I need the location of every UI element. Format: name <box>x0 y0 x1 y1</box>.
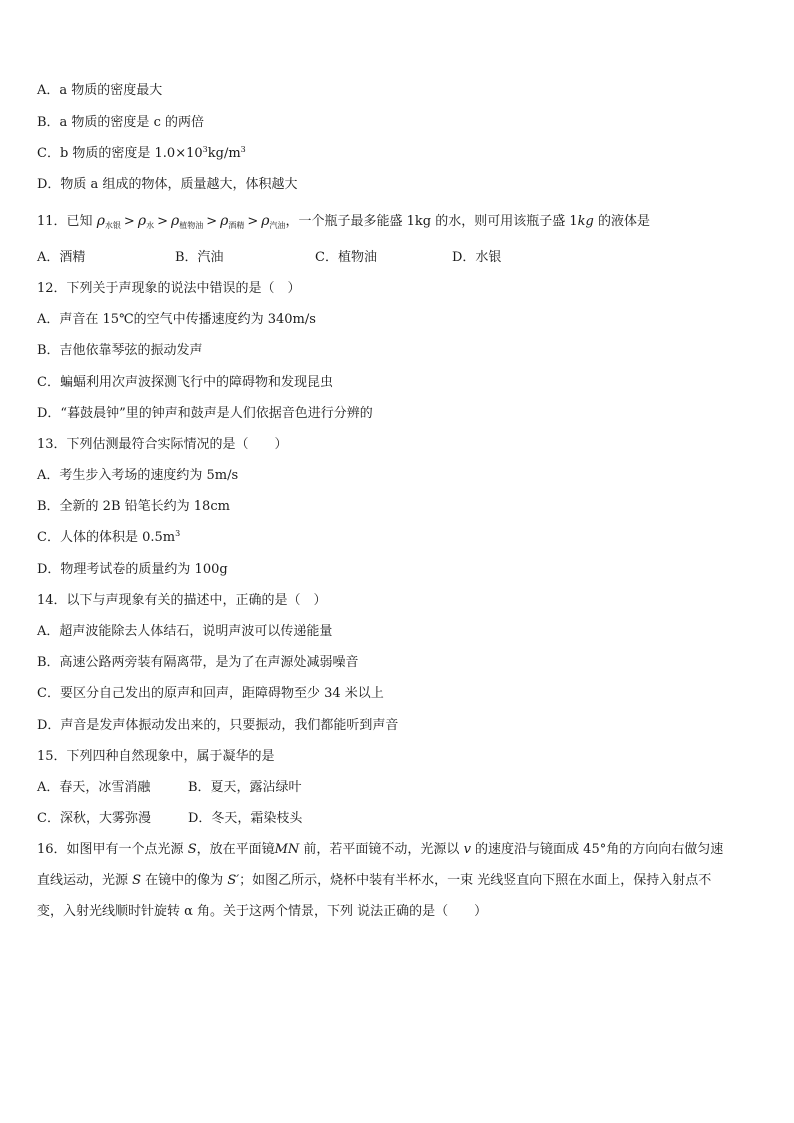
q16-var-s-prime: S′ <box>227 873 240 888</box>
rho-subscript-vegetable-oil: 植物油 <box>179 221 204 230</box>
q12-option-a: A．声音在 15℃的空气中传播速度约为 340m/s <box>37 312 316 327</box>
q11-prefix: 11．已知 <box>37 214 93 229</box>
q13-option-b: B．全新的 2B 铅笔长约为 18cm <box>37 499 230 514</box>
q16-text: 直线运动，光源 <box>37 873 133 888</box>
q14-option-a: A．超声波能除去人体结石，说明声波可以传递能量 <box>37 624 333 639</box>
q10-option-b: B．a 物质的密度是 c 的两倍 <box>37 115 204 130</box>
q16-text: 16．如图甲有一个点光源 <box>37 842 188 857</box>
q14-option-d: D．声音是发声体振动发出来的，只要振动，我们都能听到声音 <box>37 718 399 733</box>
q16-var-v: v <box>463 842 471 857</box>
q16-line-1 <box>37 842 723 858</box>
q12-stem: 12．下列关于声现象的说法中错误的是（ ） <box>37 281 301 296</box>
q10-option-c-unit: kg/m <box>207 146 241 161</box>
q14-stem: 14．以下与声现象有关的描述中，正确的是（ ） <box>37 593 327 608</box>
rho-symbol: ρ <box>137 213 147 229</box>
q11-option-b: B．汽油 <box>175 250 224 265</box>
q11-option-a: A．酒精 <box>37 250 86 265</box>
greater-than: > <box>157 214 168 229</box>
q16-var-s: S <box>132 873 142 888</box>
q15-option-a: A．春天，冰雪消融 <box>37 780 151 795</box>
q11-options <box>37 250 757 266</box>
q11-option-c: C．植物油 <box>315 250 377 265</box>
q13-option-d: D．物理考试卷的质量约为 100g <box>37 562 228 577</box>
q14-option-b: B．高速公路两旁装有隔离带，是为了在声源处减弱噪音 <box>37 655 359 670</box>
q16-text: ；如图乙所示，烧杯中装有半杯水，一束 光线竖直向下照在水面上，保持入射点不 <box>239 873 712 888</box>
rho-symbol: ρ <box>96 213 105 229</box>
q15-stem: 15．下列四种自然现象中，属于凝华的是 <box>37 749 275 764</box>
greater-than: > <box>123 214 135 229</box>
q10-option-c-unit-exponent: 3 <box>240 145 246 154</box>
rho-subscript-water: 水 <box>146 221 155 230</box>
q10-option-c <box>37 146 246 162</box>
q16-line-2 <box>37 873 711 889</box>
q15-options-row-1 <box>37 780 437 796</box>
q16-text: 在镜中的像为 <box>141 873 228 888</box>
q10-option-c-exponent: 3 <box>202 145 208 154</box>
q14-option-c: C．要区分自己发出的原声和回声，距障碍物至少 34 米以上 <box>37 686 384 701</box>
rho-subscript-mercury: 水银 <box>104 221 121 230</box>
q15-option-c: C．深秋，大雾弥漫 <box>37 811 151 826</box>
rho-symbol: ρ <box>220 213 229 229</box>
q15-option-b: B．夏天，露沾绿叶 <box>188 780 302 795</box>
rho-symbol: ρ <box>170 213 180 229</box>
q16-text: ，放在平面镜 <box>196 842 275 857</box>
q10-option-a: A．a 物质的密度最大 <box>37 83 163 98</box>
q15-options-row-2 <box>37 811 437 827</box>
rho-subscript-gasoline: 汽油 <box>269 221 286 230</box>
q16-text: 的速度沿与镜面成 45°角的方向向右做匀速 <box>470 842 724 857</box>
q11-suffix-a: ，一个瓶子最多能盛 1kg 的水，则可用该瓶子盛 1 <box>285 214 578 229</box>
q16-var-s: S <box>187 842 197 857</box>
q11-option-d: D．水银 <box>452 250 502 265</box>
q11-suffix-b: 的液体是 <box>593 214 650 229</box>
q16-var-mn: MN <box>274 842 300 857</box>
q13-option-c-exponent: 3 <box>175 529 181 538</box>
q13-option-c-text: C．人体的体积是 0.5m <box>37 530 176 545</box>
rho-subscript-alcohol: 酒精 <box>228 221 245 230</box>
q13-option-c <box>37 530 180 546</box>
q11-unit-kg: kg <box>577 214 594 229</box>
q12-option-d: D．“暮鼓晨钟”里的钟声和鼓声是人们依据音色进行分辨的 <box>37 406 373 421</box>
q11-stem <box>37 213 650 234</box>
q15-option-d: D．冬天，霜染枝头 <box>188 811 303 826</box>
rho-symbol: ρ <box>261 213 270 229</box>
q12-option-c: C．蝙蝠利用次声波探测飞行中的障碍物和发现昆虫 <box>37 375 333 390</box>
greater-than: > <box>206 214 218 229</box>
q10-option-d: D．物质 a 组成的物体，质量越大，体积越大 <box>37 177 298 192</box>
q13-option-a: A．考生步入考场的速度约为 5m/s <box>37 468 239 483</box>
q13-stem: 13．下列估测最符合实际情况的是（ ） <box>37 437 288 452</box>
q10-option-c-text: C．b 物质的密度是 1.0×10 <box>37 146 203 161</box>
greater-than: > <box>247 214 259 229</box>
q16-line-3: 变，入射光线顺时针旋转 α 角。关于这两个情景，下列 说法正确的是（ ） <box>37 904 488 919</box>
q12-option-b: B．吉他依靠琴弦的振动发声 <box>37 343 203 358</box>
q16-text: 前，若平面镜不动，光源以 <box>299 842 464 857</box>
